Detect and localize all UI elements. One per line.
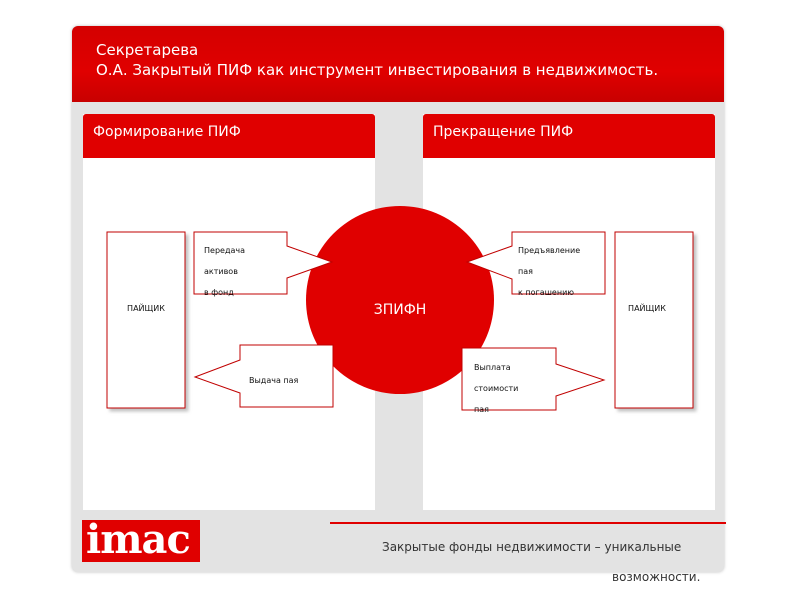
panel-formation-title: Формирование ПИФ (93, 124, 241, 140)
title-line-1: Секретарева (96, 41, 199, 59)
arrow-present-line-1: Предъявление (518, 246, 581, 255)
arrow-transfer-line-2: активов (204, 267, 238, 276)
footer-tagline-line-2: возможности. (612, 570, 701, 584)
imac-logo (82, 516, 200, 563)
arrow-pay-line-3: пая (474, 405, 489, 414)
investor-left-label: ПАЙЩИК (127, 304, 165, 313)
arrow-pay-line-1: Выплата (474, 363, 511, 372)
title-line-2: О.А. Закрытый ПИФ как инструмент инвестирования в недвижимость. (96, 61, 659, 79)
arrow-present-line-3: к погашению (518, 288, 575, 297)
footer-divider (330, 522, 726, 524)
arrow-issue-label: Выдача пая (249, 376, 299, 385)
arrow-pay-value (462, 348, 604, 410)
arrow-pay-line-2: стоимости (474, 384, 519, 393)
panel-termination-title: Прекращение ПИФ (433, 124, 574, 140)
logo-text: imac (86, 516, 190, 563)
arrow-transfer-line-3: в фонд (204, 288, 234, 297)
investor-box-right (615, 232, 693, 408)
investor-right-label: ПАЙЩИК (628, 304, 666, 313)
footer-tagline-line-1: Закрытые фонды недвижимости – уникальные (382, 540, 682, 554)
arrow-transfer-line-1: Передача (204, 246, 245, 255)
arrow-present-line-2: пая (518, 267, 533, 276)
fund-circle-label: ЗПИФН (373, 302, 427, 318)
investor-box-left (107, 232, 185, 408)
